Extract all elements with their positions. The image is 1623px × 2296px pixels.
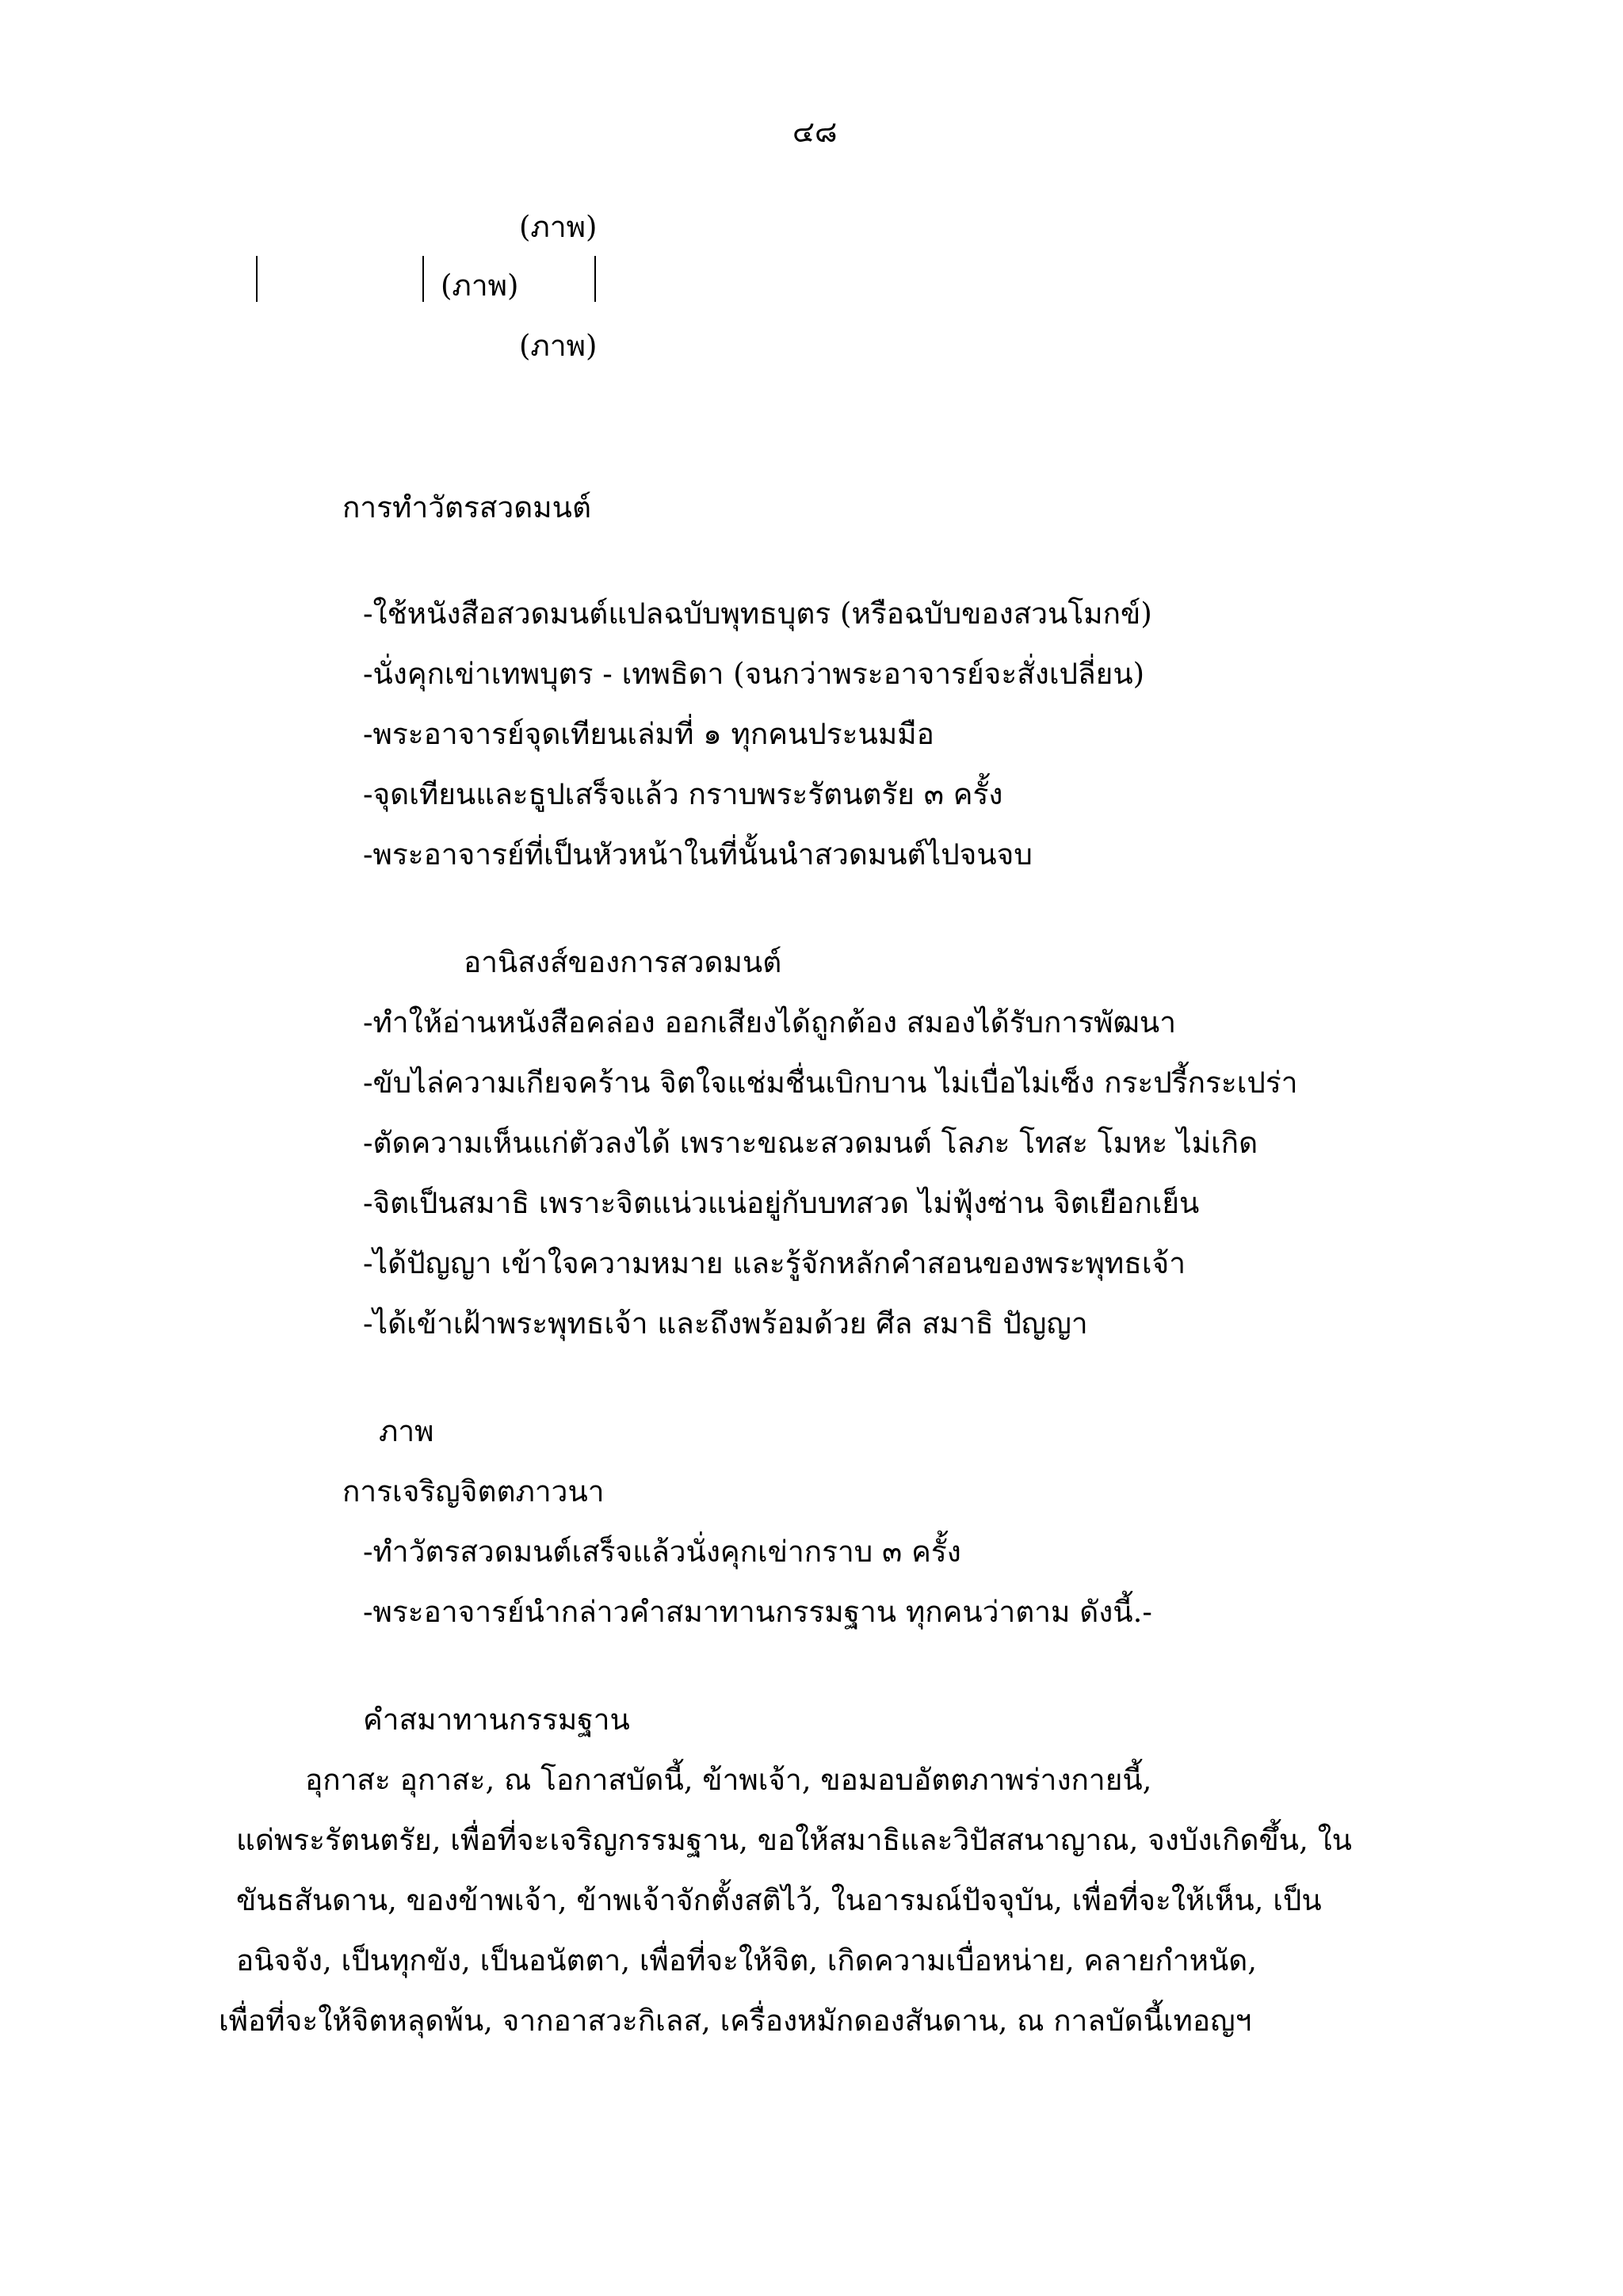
figure-label-top: (ภาพ) <box>519 210 598 244</box>
figure-label-middle: (ภาพ) <box>441 269 519 303</box>
divider-bar-middle <box>422 256 424 302</box>
divider-bar-right <box>594 256 596 302</box>
list-item: -ได้เข้าเฝ้าพระพุทธเจ้า และถึงพร้อมด้วย ศีล สมาธิ ปัญญา <box>363 1306 1088 1341</box>
vow-line: เพื่อที่จะให้จิตหลุดพ้น, จากอาสวะกิเลส, เครื่องหมักดองสันดาน, ณ กาลบัดนี้เทอญฯ <box>219 2004 1252 2038</box>
list-item: -ใช้หนังสือสวดมนต์แปลฉบับพุทธบุตร (หรือฉบับของสวนโมกข์) <box>363 597 1152 631</box>
page-number: ๔๘ <box>792 115 838 149</box>
vow-line: ขันธสันดาน, ของข้าพเจ้า, ข้าพเจ้าจักตั้งสติไว้, ในอารมณ์ปัจจุบัน, เพื่อที่จะให้เห็น, เป็น <box>236 1883 1322 1917</box>
vow-line: แด่พระรัตนตรัย, เพื่อที่จะเจริญกรรมฐาน, ขอให้สมาธิและวิปัสสนาญาณ, จงบังเกิดขึ้น, ใน <box>236 1823 1352 1857</box>
list-item: -พระอาจารย์นำกล่าวคำสมาทานกรรมฐาน ทุกคนว่าตาม ดังนี้.- <box>363 1595 1152 1629</box>
list-item: -ทำให้อ่านหนังสือคล่อง ออกเสียงได้ถูกต้อง สมองได้รับการพัฒนา <box>363 1005 1176 1039</box>
list-item: -จิตเป็นสมาธิ เพราะจิตแน่วแน่อยู่กับบทสวด ไม่ฟุ้งซ่าน จิตเยือกเย็น <box>363 1186 1200 1220</box>
section-heading-vow: คำสมาทานกรรมฐาน <box>363 1703 630 1737</box>
vow-line: อุกาสะ อุกาสะ, ณ โอกาสบัดนี้, ข้าพเจ้า, ขอมอบอัตตภาพร่างกายนี้, <box>305 1763 1152 1797</box>
section-heading-chanting: การทำวัตรสวดมนต์ <box>342 490 591 524</box>
list-item: -ขับไล่ความเกียจคร้าน จิตใจแช่มชื่นเบิกบาน ไม่เบื่อไม่เซ็ง กระปรี้กระเปร่า <box>363 1066 1298 1100</box>
figure-label-bottom: (ภาพ) <box>519 329 598 363</box>
figure-caption: ภาพ <box>379 1414 434 1448</box>
list-item: -ทำวัตรสวดมนต์เสร็จแล้วนั่งคุกเข่ากราบ ๓ ครั้ง <box>363 1535 961 1569</box>
section-heading-benefits: อานิสงส์ของการสวดมนต์ <box>464 945 782 979</box>
list-item: -พระอาจารย์จุดเทียนเล่มที่ ๑ ทุกคนประนมมือ <box>363 717 934 751</box>
vow-line: อนิจจัง, เป็นทุกขัง, เป็นอนัตตา, เพื่อที่จะให้จิต, เกิดความเบื่อหน่าย, คลายกำหนัด, <box>236 1943 1258 1978</box>
list-item: -ตัดความเห็นแก่ตัวลงได้ เพราะขณะสวดมนต์ โลภะ โทสะ โมหะ ไม่เกิด <box>363 1126 1258 1160</box>
list-item: -ได้ปัญญา เข้าใจความหมาย และรู้จักหลักคำสอนของพระพุทธเจ้า <box>363 1246 1186 1280</box>
divider-bar-left <box>256 256 258 302</box>
list-item: -จุดเทียนและธูปเสร็จแล้ว กราบพระรัตนตรัย ๓ ครั้ง <box>363 777 1003 811</box>
list-item: -นั่งคุกเข่าเทพบุตร - เทพธิดา (จนกว่าพระอาจารย์จะสั่งเปลี่ยน) <box>363 657 1145 691</box>
list-item: -พระอาจารย์ที่เป็นหัวหน้าในที่นั้นนำสวดมนต์ไปจนจบ <box>363 837 1033 871</box>
section-heading-meditation: การเจริญจิตตภาวนา <box>342 1474 605 1508</box>
